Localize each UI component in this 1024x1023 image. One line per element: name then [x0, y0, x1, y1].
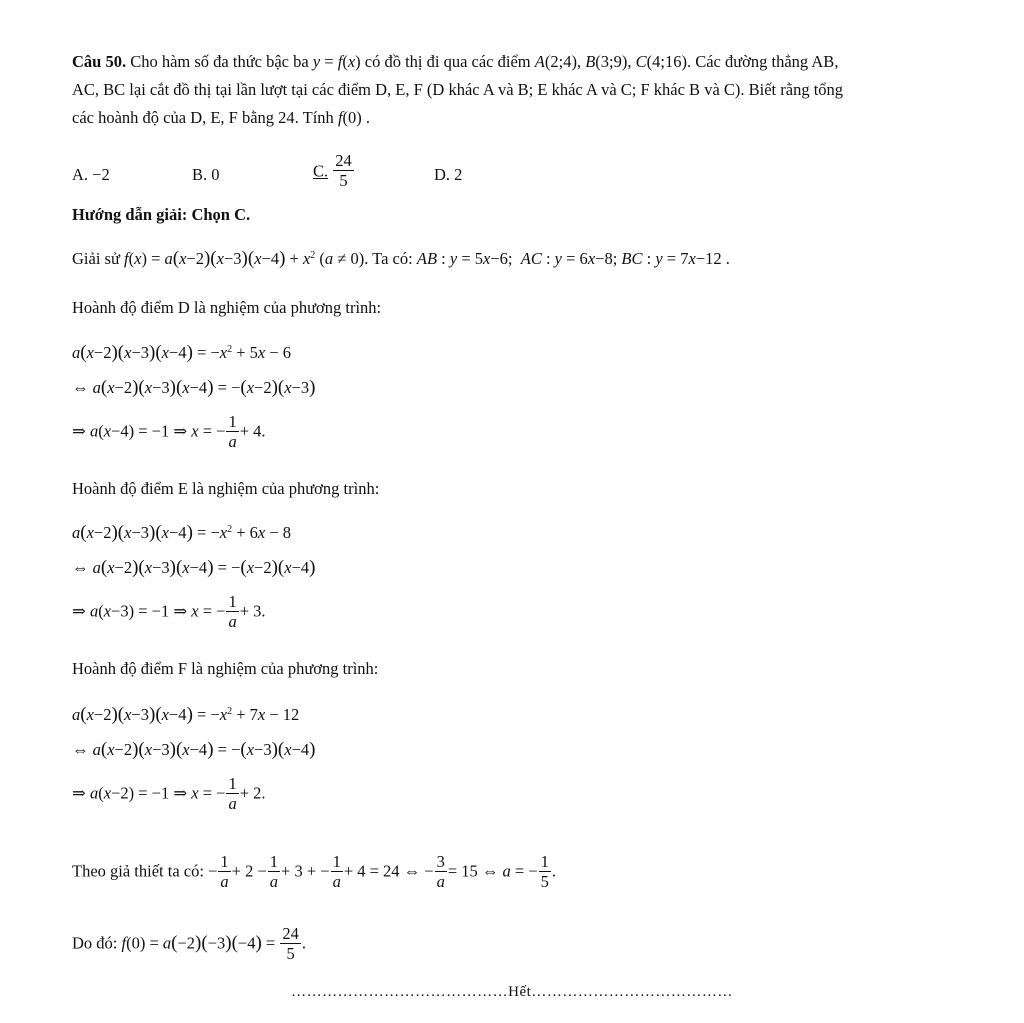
- equation-f-2: ⇔ a(x−2)(x−3)(x−4) = −(x−3)(x−4): [72, 739, 316, 760]
- choice-b: B. 0: [192, 165, 220, 184]
- sum-equation: Theo giả thiết ta có: − $\frac{1}{a}$ + 2 − $\frac{1}{a}$ + 3 + − $\frac{1}{a}$ + 4 = 24 ⇔ − $\frac{3}{a}$ = 15 ⇔ a = − $\frac{1}{5}$ .: [72, 852, 557, 891]
- equation-d-2: ⇔ a(x−2)(x−3)(x−4) = −(x−2)(x−3): [72, 377, 316, 398]
- equation-f-3: ⇒ a(x−2) = −1 ⇒ x = − $\frac{1}{a}$ + 2.: [72, 774, 266, 813]
- heading-point-e: Hoành độ điểm E là nghiệm của phương trình:: [72, 479, 380, 498]
- heading-point-d: Hoành độ điểm D là nghiệm của phương trình:: [72, 298, 382, 317]
- question-line-2: AC, BC lại cắt đồ thị tại lần lượt tại các điểm D, E, F (D khác A và B; E khác A và C; F khác B và C). Biết rằng tổng: [72, 80, 844, 99]
- choice-c: C. $\frac{24}{5}$: [313, 151, 352, 190]
- equation-e-3: ⇒ a(x−3) = −1 ⇒ x = − $\frac{1}{a}$ + 3.: [72, 592, 266, 631]
- solution-heading: Hướng dẫn giải: Chọn C.: [72, 205, 251, 224]
- choice-a: A. −2: [72, 165, 110, 184]
- equation-f-1: $a(x-2)(x-3)(x-4) = -x^2 + 7x - 12$: [72, 704, 300, 725]
- end-marker: ……………………………………Hết…………………………………: [291, 984, 733, 1000]
- equation-e-1: $a(x-2)(x-3)(x-4) = -x^2 + 6x - 8$: [72, 522, 292, 543]
- heading-point-f: Hoành độ điểm F là nghiệm của phương trình:: [72, 659, 379, 678]
- equation-d-1: $a(x-2)(x-3)(x-4) = -x^2 + 5x - 6$: [72, 342, 292, 363]
- conclusion-equation: Do đó: f(0) = a(−2)(−3)(−4) = $\frac{24}{5}$ .: [72, 924, 306, 963]
- question-label: Câu 50.: [72, 52, 127, 71]
- equation-d-3: ⇒ a(x−4) = −1 ⇒ x = − $\frac{1}{a}$ + 4.: [72, 412, 266, 451]
- assumption-line: Giải sử $f(x) = a(x-2)(x-3)(x-4) + x^2$ (a ≠ 0). Ta có: AB : y = 5x−6; AC : y = 6x−8; BC : y = 7x−12 .: [72, 248, 730, 269]
- equation-e-2: ⇔ a(x−2)(x−3)(x−4) = −(x−2)(x−4): [72, 557, 316, 578]
- question-line-1: Câu 50. Cho hàm số đa thức bậc ba y = f(x) có đồ thị đi qua các điểm A(2;4), B(3;9), C(4;16). Các đường thẳng AB,: [72, 52, 839, 71]
- choice-d: D. 2: [434, 165, 463, 184]
- question-line-3: các hoành độ của D, E, F bằng 24. Tính f(0) .: [72, 108, 371, 127]
